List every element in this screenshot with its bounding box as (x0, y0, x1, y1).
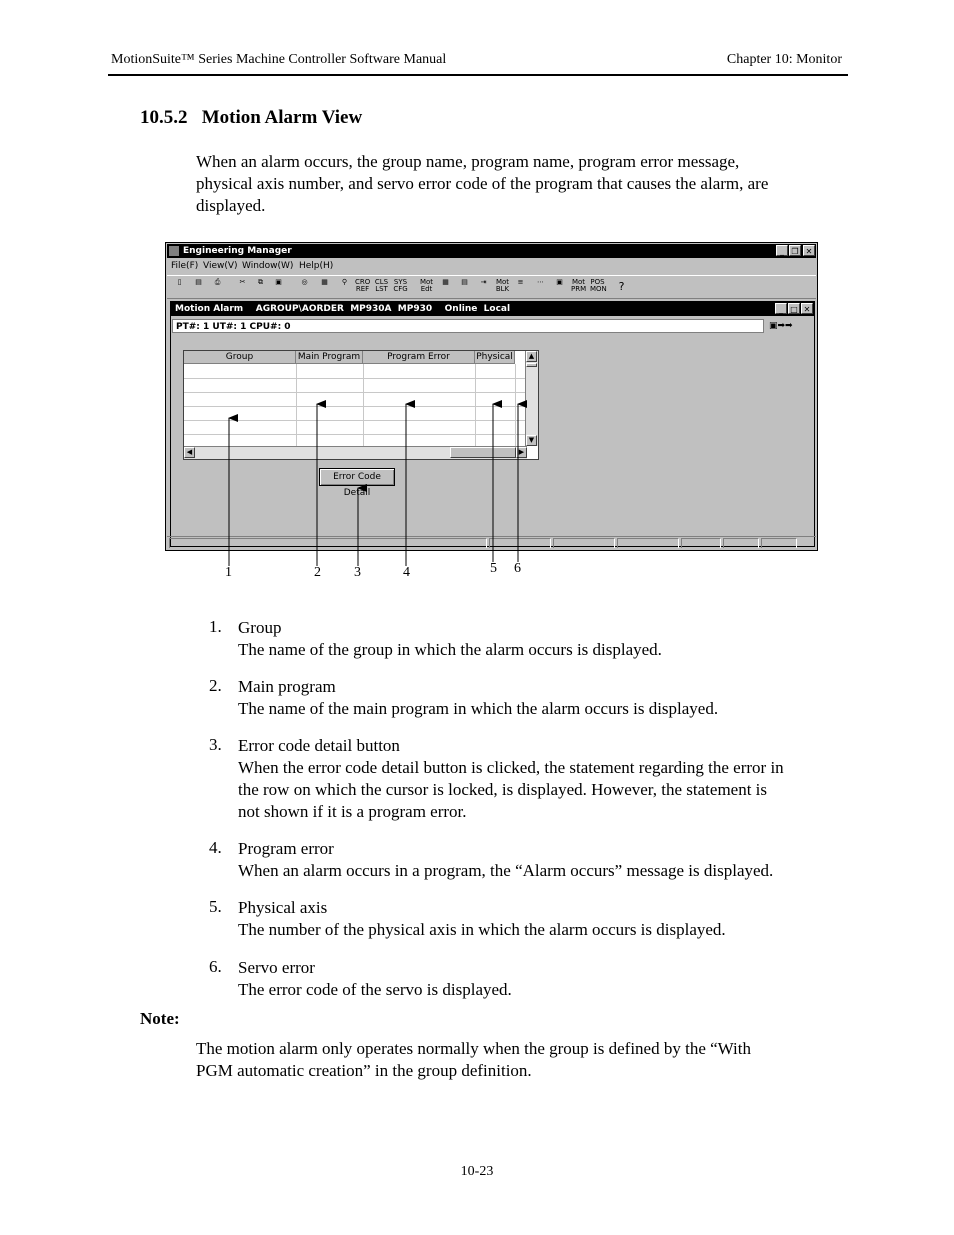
child-close-icon[interactable]: ✕ (801, 303, 813, 314)
item-line: The error code of the servo is displayed. (238, 980, 512, 999)
intro-line: physical axis number, and servo error code of the program that causes the alarm, are (196, 174, 769, 193)
motion-alarm-titlebar: Motion Alarm AGROUP\AORDER MP930A MP930 Online Local (171, 302, 814, 316)
pt-info-field: PT#: 1 UT#: 1 CPU#: 0 (172, 319, 764, 333)
open-file-icon[interactable]: ▤ (195, 278, 202, 286)
print-icon[interactable]: ⎙ (214, 278, 221, 286)
navigation-arrows-icon[interactable]: ▣➡➡ (769, 321, 793, 331)
running-header-right: Chapter 10: Monitor (726, 52, 842, 67)
table-icon[interactable]: ▤ (461, 278, 468, 286)
page-number: 10-23 (460, 1164, 494, 1179)
item-body (238, 838, 858, 882)
note-line: The motion alarm only operates normally when the group is defined by the “With (196, 1039, 751, 1058)
cut-icon[interactable]: ✂ (239, 278, 246, 286)
column-header-group[interactable]: Group (184, 351, 296, 364)
paste-icon[interactable]: ▣ (275, 278, 282, 286)
motion-editor-button[interactable]: Mot Edt (419, 278, 434, 293)
item-body (238, 897, 858, 941)
class-list-button[interactable]: CLS LST (374, 278, 389, 293)
item-line: the row on which the cursor is locked, is displayed. However, the statement is (238, 780, 768, 799)
item-title: Main program (238, 677, 336, 696)
item-title: Error code detail button (238, 736, 400, 755)
intro-line: When an alarm occurs, the group name, program name, program error message, (196, 152, 740, 171)
running-header-left: MotionSuite™ Series Machine Controller Software Manual (111, 52, 447, 67)
callout-label-6: 6 (514, 561, 521, 576)
item-title: Physical axis (238, 898, 328, 917)
restore-icon[interactable]: ❐ (789, 245, 801, 256)
section-title: 10.5.2 Motion Alarm View (140, 107, 363, 128)
note-paragraph (196, 1038, 836, 1082)
position-monitor-button[interactable]: POS MON (590, 278, 607, 293)
item-number: 6. (209, 957, 222, 976)
callout-label-2: 2 (314, 565, 321, 580)
item-title: Group (238, 618, 282, 637)
help-icon[interactable]: ? (618, 280, 625, 293)
item-line: The name of the group in which the alarm occurs is displayed. (238, 640, 662, 659)
grid-icon[interactable]: ▦ (442, 278, 449, 286)
intro-line: displayed. (196, 196, 266, 215)
child-minimize-icon[interactable]: _ (775, 303, 787, 314)
system-config-button[interactable]: SYS CFG (393, 278, 408, 293)
item-body (238, 735, 858, 823)
column-header-program-error[interactable]: Program Error (363, 351, 475, 364)
menu-view[interactable]: View(V) (203, 261, 238, 271)
item-number: 3. (209, 735, 222, 754)
app-title: Engineering Manager (183, 246, 292, 256)
copy-icon[interactable]: ⧉ (258, 278, 263, 286)
new-file-icon[interactable]: ▯ (177, 278, 182, 286)
item-number: 2. (209, 676, 222, 695)
item-number: 5. (209, 897, 222, 916)
item-line: The number of the physical axis in which the alarm occurs is displayed. (238, 920, 726, 939)
item-number: 4. (209, 838, 222, 857)
item-body (238, 676, 858, 720)
item-line: not shown if it is a program error. (238, 802, 467, 821)
scroll-down-icon[interactable]: ▼ (526, 435, 537, 446)
close-icon[interactable]: ✕ (803, 245, 815, 256)
menu-window[interactable]: Window(W) (242, 261, 294, 271)
item-body (238, 957, 858, 1001)
scroll-up-icon[interactable]: ▲ (526, 351, 537, 362)
scroll-left-icon[interactable]: ◀ (184, 447, 195, 458)
child-maximize-icon[interactable]: □ (788, 303, 800, 314)
motion-block-button[interactable]: Mot BLK (495, 278, 510, 293)
export-icon[interactable]: ⇥ (480, 278, 487, 286)
item-line: The name of the main program in which the alarm occurs is displayed. (238, 699, 719, 718)
item-body (238, 617, 858, 661)
disabled-tool-icon: ≡ (517, 278, 524, 286)
menu-help[interactable]: Help(H) (299, 261, 334, 271)
callout-label-1: 1 (225, 565, 232, 580)
callout-label-3: 3 (354, 565, 361, 580)
note-line: PGM automatic creation” in the group definition. (196, 1061, 532, 1080)
item-line: When the error code detail button is clicked, the statement regarding the error in (238, 758, 784, 777)
monitor-icon[interactable]: ▣ (556, 278, 563, 286)
item-title: Program error (238, 839, 334, 858)
online-icon[interactable]: ◎ (301, 278, 308, 286)
cross-reference-button[interactable]: CRO REF (355, 278, 371, 293)
item-title: Servo error (238, 958, 315, 977)
callout-label-4: 4 (403, 565, 410, 580)
item-line: When an alarm occurs in a program, the “Alarm occurs” message is displayed. (238, 861, 774, 880)
scroll-right-icon[interactable]: ▶ (516, 447, 527, 458)
disabled-tool-icon: ⋯ (537, 278, 544, 286)
item-number: 1. (209, 617, 222, 636)
menu-file[interactable]: File(F) (171, 261, 199, 271)
error-code-detail-button[interactable]: Error Code Detail (319, 468, 395, 486)
note-label: Note: (140, 1009, 180, 1028)
printer-setup-icon[interactable]: ▦ (321, 278, 328, 286)
column-header-main-program[interactable]: Main Program (296, 351, 363, 364)
callout-label-5: 5 (490, 561, 497, 576)
minimize-icon[interactable]: _ (776, 245, 788, 256)
column-header-physical[interactable]: Physical (475, 351, 515, 364)
filter-icon[interactable]: ⚲ (341, 278, 348, 286)
motion-parameter-button[interactable]: Mot PRM (571, 278, 587, 293)
